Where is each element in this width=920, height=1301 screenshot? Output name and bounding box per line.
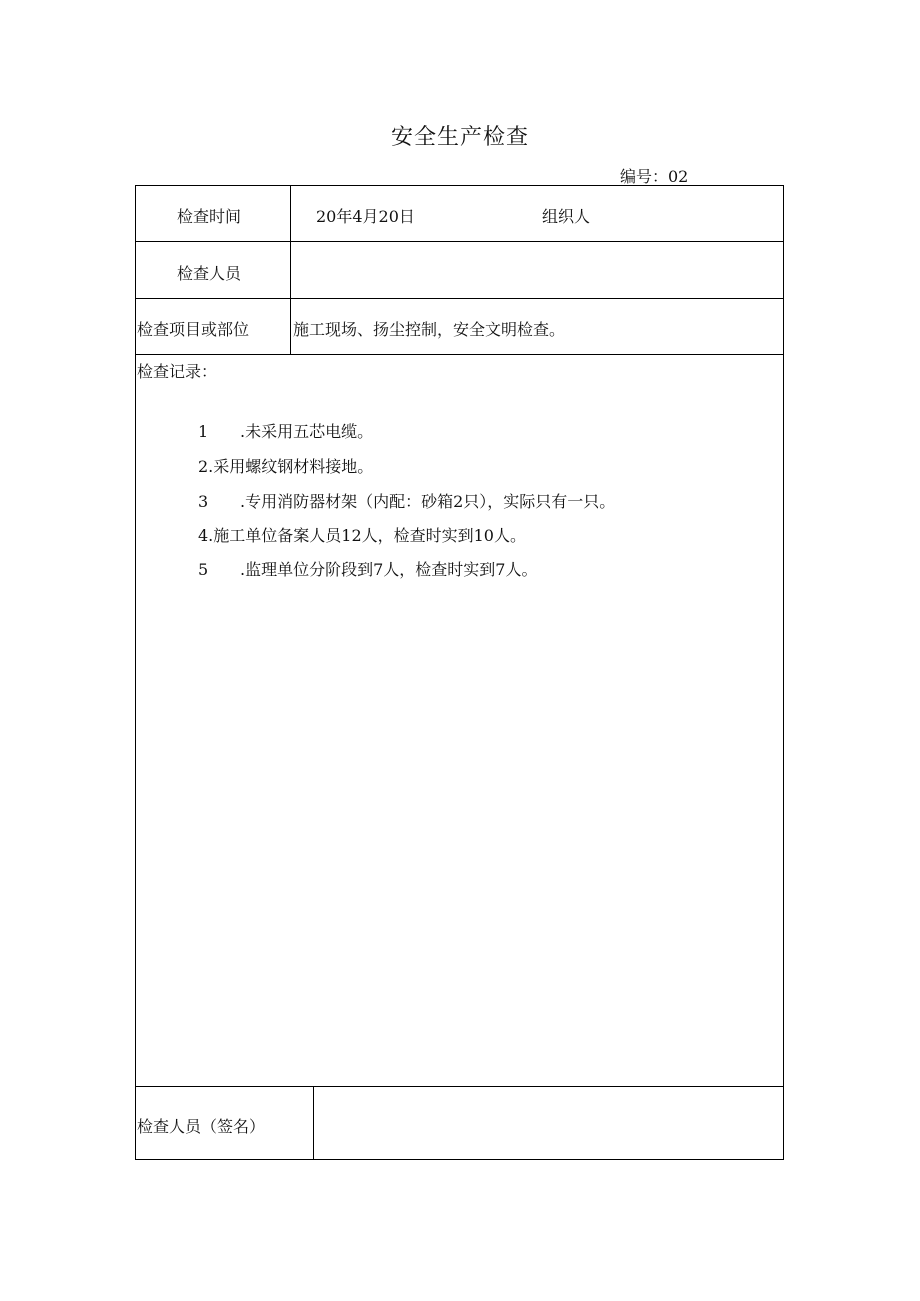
record-item-text: 2.采用螺纹钢材料接地。 [198, 457, 374, 476]
record-item [198, 557, 537, 580]
record-item-text: .专用消防器材架（内配：砂箱2只），实际只有一只。 [240, 492, 616, 511]
column-divider [313, 1086, 314, 1160]
inspection-scope-value: 施工现场、扬尘控制，安全文明检查。 [293, 320, 566, 339]
document-number: 编号：02 [620, 167, 689, 186]
record-item-text: .未采用五芯电缆。 [240, 422, 374, 441]
organizer-label: 组织人 [542, 207, 591, 226]
record-item [198, 419, 373, 442]
row-divider [135, 298, 784, 299]
inspection-time-label: 检查时间 [177, 207, 242, 226]
inspectors-label: 检查人员 [177, 264, 242, 283]
inspection-time-value: 20年4月20日 [316, 207, 415, 226]
row-divider [135, 1086, 784, 1087]
record-item-text: .监理单位分阶段到7人，检查时实到7人。 [240, 560, 538, 579]
row-divider [135, 354, 784, 355]
record-item-number: 1 [198, 422, 209, 441]
record-item [198, 523, 526, 546]
record-item-text: 4.施工单位备案人员12人，检查时实到10人。 [198, 526, 526, 545]
inspection-record-label: 检查记录： [137, 362, 218, 381]
inspection-scope-label: 检查项目或部位 [137, 320, 250, 339]
record-item [198, 489, 615, 512]
record-item [198, 454, 373, 477]
row-divider [135, 241, 784, 242]
column-divider [290, 185, 291, 355]
record-item-number: 5 [198, 560, 209, 579]
signature-label: 检查人员（签名） [137, 1117, 266, 1136]
page-title: 安全生产检查 [390, 125, 529, 150]
record-item-number: 3 [198, 492, 209, 511]
